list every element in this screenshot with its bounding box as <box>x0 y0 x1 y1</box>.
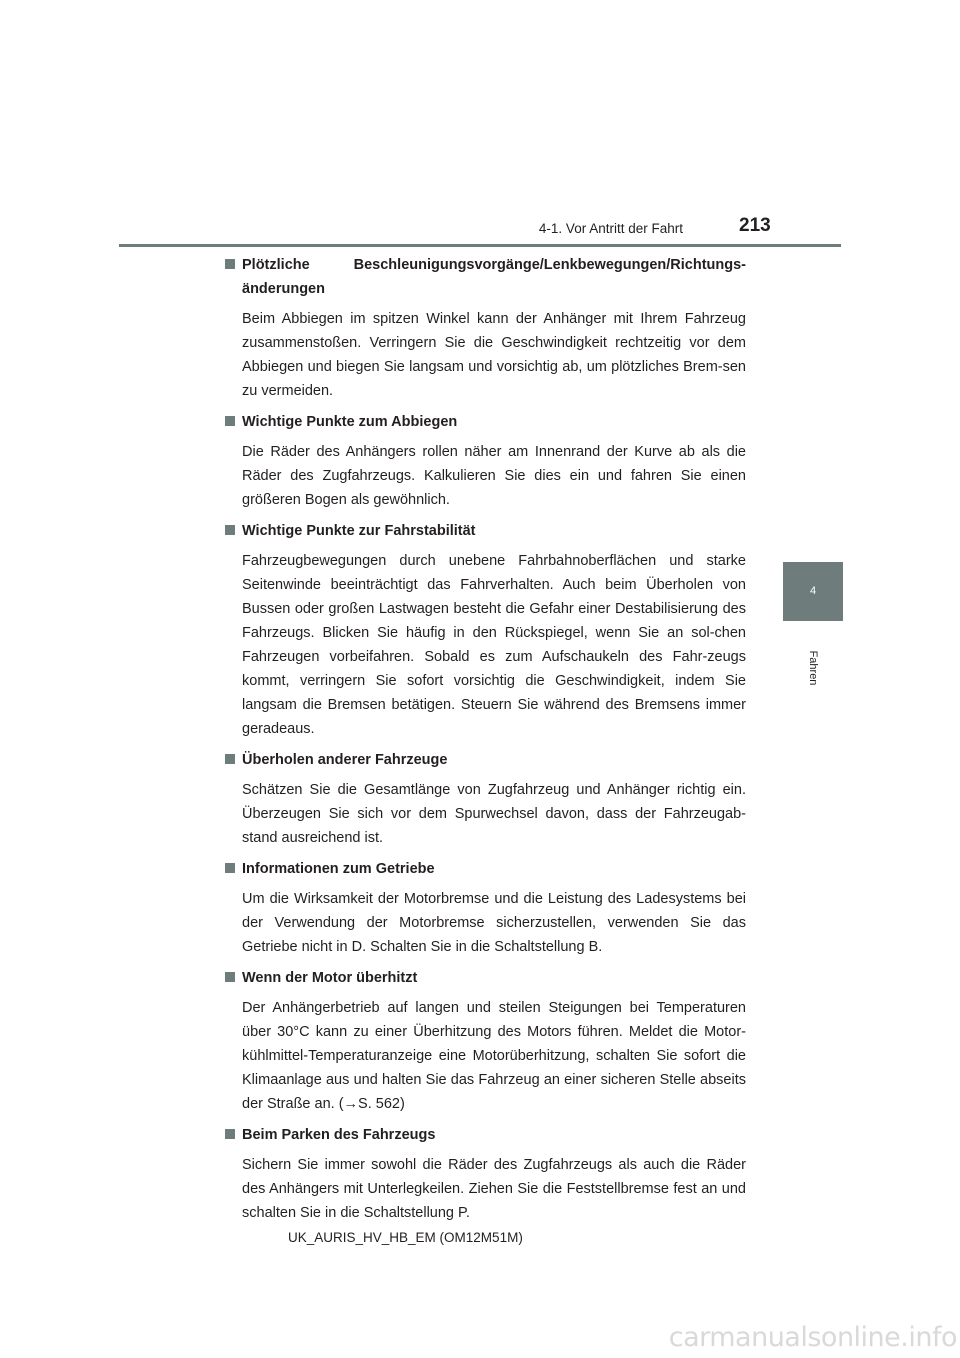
square-bullet-icon <box>225 416 235 426</box>
page-number: 213 <box>739 215 771 236</box>
section-turning <box>225 410 746 512</box>
section-title-text: Wichtige Punkte zur Fahrstabilität <box>242 523 476 539</box>
main-content <box>225 253 746 1232</box>
section-body: Beim Abbiegen im spitzen Winkel kann der Anhänger mit Ihrem Fahrzeug zusammenstoßen. Verringern Sie die Geschwindigkeit rechtzeitig vor dem Abbiegen und biegen Sie langsam und vorsichtig ab, um plötzliches Brem-sen zu vermeiden. <box>242 311 746 399</box>
section-overtaking <box>225 748 746 850</box>
watermark: carmanualsonline.info <box>668 1322 957 1353</box>
section-body: Der Anhängerbetrieb auf langen und steilen Steigungen bei Temperaturen über 30°C kann zu einer Überhitzung des Motors führen. Meldet die Motor-kühlmittel-Temperaturanzeige eine Motorüberhitzung, schalten Sie sofort die Klimaanlage aus und halten Sie das Fahrzeug an einer sicheren Stelle abseits der Straße an. (→S. 562) <box>242 1000 746 1112</box>
section-title-text: Beim Parken des Fahrzeugs <box>242 1127 436 1143</box>
square-bullet-icon <box>225 1129 235 1139</box>
section-title <box>225 857 746 881</box>
section-title-text: Wichtige Punkte zum Abbiegen <box>242 414 458 430</box>
section-body: Um die Wirksamkeit der Motorbremse und die Leistung des Ladesystems bei der Verwendung der Motorbremse sicherzustellen, verwenden Sie das Getriebe nicht in D. Schalten Sie in die Schaltstellung B. <box>242 891 746 955</box>
section-body: Schätzen Sie die Gesamtlänge von Zugfahrzeug und Anhänger richtig ein. Überzeugen Sie sich vor dem Spurwechsel davon, dass der Fahrzeugab-stand ausreichend ist. <box>242 782 746 846</box>
section-body: Sichern Sie immer sowohl die Räder des Zugfahrzeugs als auch die Räder des Anhängers mit Unterlegkeilen. Ziehen Sie die Feststellbremse fest an und schalten Sie in die Schaltstellung P. <box>242 1157 746 1221</box>
section-title <box>225 410 746 434</box>
square-bullet-icon <box>225 972 235 982</box>
section-title-text: Überholen anderer Fahrzeuge <box>242 752 448 768</box>
document-code: UK_AURIS_HV_HB_EM (OM12M51M) <box>288 1230 523 1245</box>
header-divider <box>119 244 841 247</box>
chapter-tab-label: Fahren <box>807 650 819 686</box>
section-title <box>225 748 746 772</box>
section-title <box>225 1123 746 1147</box>
section-overheating <box>225 966 746 1116</box>
section-title <box>225 966 746 990</box>
section-body: Fahrzeugbewegungen durch unebene Fahrbahnoberflächen und starke Seitenwinde beeinträchtigt das Fahrverhalten. Auch beim Überholen von Bussen oder großen Lastwagen besteht die Gefahr einer Destabilisierung des Fahrzeugs. Blicken Sie häufig in den Rückspiegel, wenn Sie an sol-chen Fahrzeugen vorbeifahren. Sobald es zum Aufschaukeln des Fahr-zeugs kommt, verringern Sie sofort vorsichtig die Geschwindigkeit, indem Sie langsam die Bremsen betätigen. Steuern Sie während des Bremsens immer geradeaus. <box>242 553 746 737</box>
section-parking <box>225 1123 746 1225</box>
section-transmission <box>225 857 746 959</box>
section-stability <box>225 519 746 741</box>
square-bullet-icon <box>225 525 235 535</box>
chapter-tab-number: 4 <box>783 562 843 621</box>
section-title-text: Wenn der Motor überhitzt <box>242 970 418 986</box>
section-title-text: Plötzliche Beschleunigungsvorgänge/Lenkbewegungen/Richtungs-änderungen <box>242 257 746 297</box>
square-bullet-icon <box>225 259 235 269</box>
header-section-title: 4-1. Vor Antritt der Fahrt <box>538 221 683 236</box>
section-title <box>225 519 746 543</box>
section-body: Die Räder des Anhängers rollen näher am Innenrand der Kurve ab als die Räder des Zugfahrzeugs. Kalkulieren Sie dies ein und fahren Sie einen größeren Bogen als gewöhnlich. <box>242 444 746 508</box>
section-title <box>225 253 746 301</box>
square-bullet-icon <box>225 754 235 764</box>
square-bullet-icon <box>225 863 235 873</box>
section-sudden-maneuvers <box>225 253 746 403</box>
section-title-text: Informationen zum Getriebe <box>242 861 435 877</box>
chapter-tab <box>783 621 843 715</box>
